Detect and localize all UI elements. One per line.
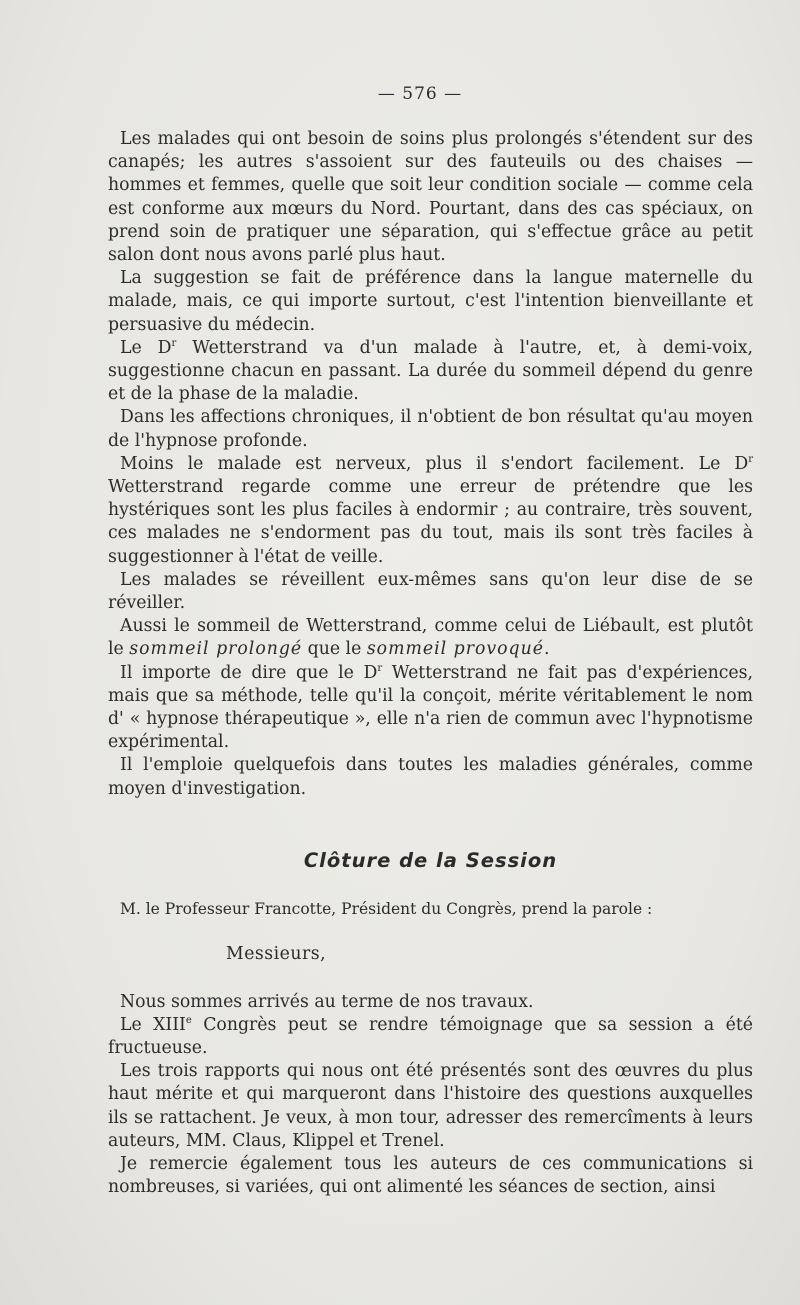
paragraph: Il l'emploie quelquefois dans toutes les maladies générales, comme moyen d'investigation. [108, 755, 753, 799]
paragraph: Dans les affections chroniques, il n'obtient de bon résultat qu'au moyen de l'hypnose profonde. [108, 407, 753, 451]
page-number: — 576 — [377, 84, 463, 104]
paragraph: Aussi le sommeil de Wetterstrand, comme celui de Liébault, est plutôt le sommeil prolongé que le sommeil provoqué. [108, 616, 753, 660]
paragraph: Le $D^r$ Wetterstrand va d'un malade à l'autre, et, à demi-voix, suggestionne chacun en passant. La durée du sommeil dépend du genre et de la phase de la maladie. [108, 337, 753, 405]
section-heading: Clôture de la Session [303, 848, 558, 872]
intro-line: M. le Professeur Francotte, Président du Congrès, prend la parole : [120, 900, 653, 919]
paragraph: Les trois rapports qui nous ont été présentés sont des œuvres du plus haut mérite et qui marqueront dans l'histoire des questions auxquelles ils se rattachent. Je veux, à mon tour, adresser des remercîments à leurs auteurs, MM. Claus, Klippel et Trenel. [108, 1061, 753, 1151]
paragraph: Je remercie également tous les auteurs de ces communications si nombreuses, si variées, qui ont alimenté les séances de section, ainsi [108, 1153, 753, 1198]
paragraph: Nous sommes arrivés au terme de nos travaux. [120, 991, 534, 1012]
body-text [108, 128, 753, 1199]
salutation: Messieurs, [226, 944, 327, 965]
paragraph: Les malades qui ont besoin de soins plus prolongés s'étendent sur des canapés; les autres s'assoient sur des fauteuils ou des chaises — hommes et femmes, quelle que soit leur condition sociale — comme cela est conforme aux mœurs du Nord. Pourtant, dans des cas spéciaux, on prend soin de pratiquer une séparation, qui s'effectue grâce au petit salon dont nous avons parlé plus haut. [108, 129, 753, 266]
paragraph: Le XIIIe Congrès peut se rendre témoignage que sa session a été fructueuse. [108, 1014, 753, 1058]
paragraph: Les malades se réveillent eux-mêmes sans qu'on leur dise de se réveiller. [108, 569, 753, 614]
paragraph: Moins le malade est nerveux, plus il s'endort facilement. Le $D^r$ Wetterstrand regarde comme une erreur de prétendre que les hystériques sont les plus faciles à endormir ; au contraire, très souvent, ces malades ne s'endorment pas du tout, mais ils sont très faciles à suggestionner à l'état de veille. [108, 453, 753, 567]
paragraph: La suggestion se fait de préférence dans la langue maternelle du malade, mais, ce qui importe surtout, c'est l'intention bienveillante et persuasive du médecin. [108, 268, 753, 335]
paragraph: Il importe de dire que le $D^r$ Wetterstrand ne fait pas d'expériences, mais que sa méthode, telle qu'il la conçoit, mérite véritablement le nom d' « hypnose thérapeutique », elle n'a rien de commun avec l'hypnotisme expérimental. [108, 662, 753, 753]
